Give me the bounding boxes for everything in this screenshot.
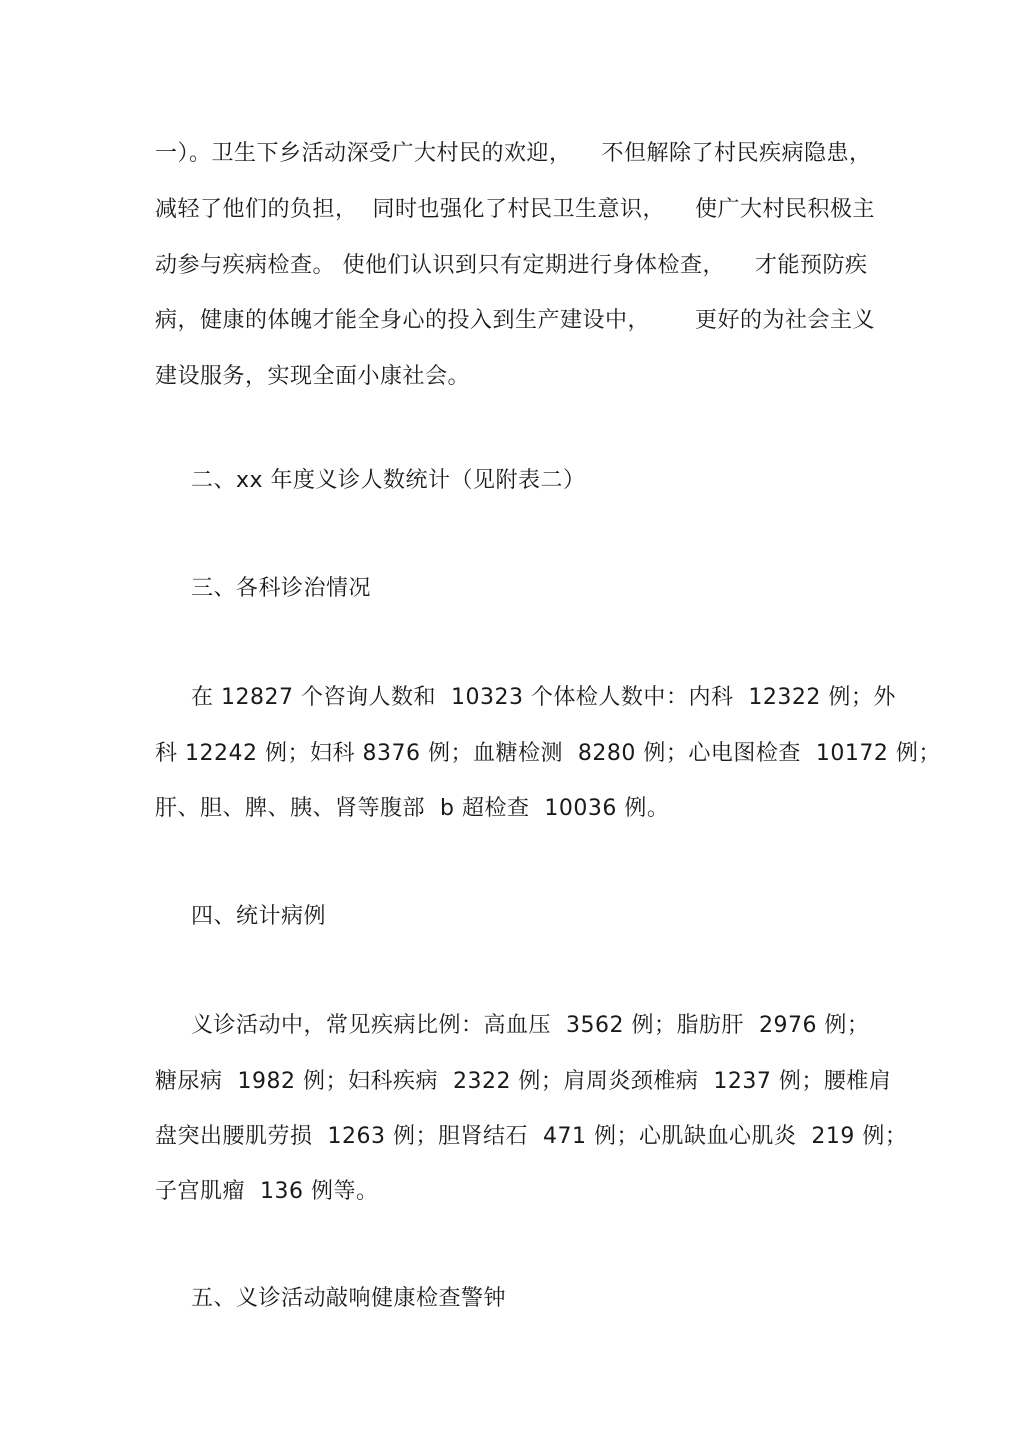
text-line: 科 12242 例；妇科 8376 例；血糖检测 8280 例；心电图检查 10172 例； <box>155 741 941 766</box>
text-line: 盘突出腰肌劳损 1263 例；胆肾结石 471 例；心肌缺血心肌炎 219 例； <box>155 1124 908 1149</box>
section-heading-5: 五、义诊活动敲响健康检查警钟 <box>191 1286 507 1311</box>
text-line: 病，健康的体魄才能全身心的投入到生产建设中， 更好的为社会主义 <box>155 308 875 333</box>
section-heading-2: 二、xx 年度义诊人数统计（见附表二） <box>191 468 586 493</box>
text-line: 一）。卫生下乡活动深受广大村民的欢迎， 不但解除了村民疾病隐患， <box>155 141 872 166</box>
text-line: 肝、胆、脾、胰、肾等腹部 b 超检查 10036 例。 <box>155 796 670 821</box>
text-line: 建设服务，实现全面小康社会。 <box>155 364 471 389</box>
text-line: 动参与疾病检查。 使他们认识到只有定期进行身体检查， 才能预防疾 <box>155 253 868 278</box>
text-line: 糖尿病 1982 例；妇科疾病 2322 例；肩周炎颈椎病 1237 例；腰椎肩 <box>155 1069 892 1094</box>
section-heading-4: 四、统计病例 <box>191 904 327 929</box>
section-heading-3: 三、各科诊治情况 <box>191 576 372 601</box>
text-line: 义诊活动中，常见疾病比例：高血压 3562 例；脂肪肝 2976 例； <box>191 1013 870 1038</box>
text-line: 减轻了他们的负担， 同时也强化了村民卫生意识， 使广大村民积极主 <box>155 197 875 222</box>
text-line: 在 12827 个咨询人数和 10323 个体检人数中：内科 12322 例；外 <box>191 685 896 710</box>
text-line: 子宫肌瘤 136 例等。 <box>155 1179 379 1204</box>
